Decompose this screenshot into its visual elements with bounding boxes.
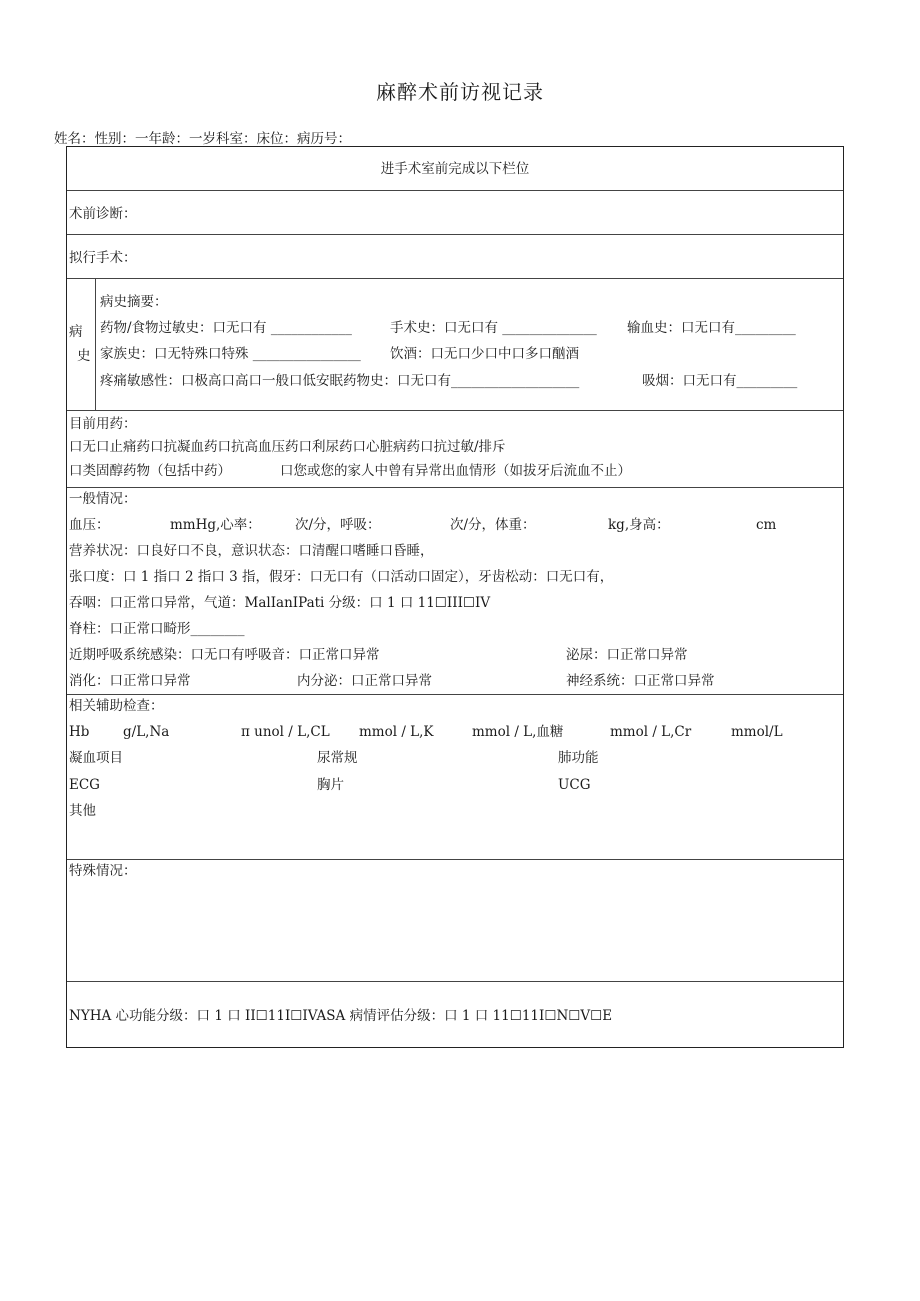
alcohol-history: 饮酒：口无口少口中口多口酗酒 bbox=[390, 346, 579, 362]
section-header: 进手术室前完成以下栏位 bbox=[380, 161, 530, 177]
surgery-history: 手术史：口无口有 ______________ bbox=[390, 320, 597, 336]
respiratory: 近期呼吸系统感染：口无口有呼吸音：口正常口异常 bbox=[69, 647, 380, 663]
urinary: 泌尿：口正常口异常 bbox=[566, 647, 688, 663]
history-summary-label: 病史摘要： bbox=[100, 294, 168, 310]
pain-sensitivity: 疼痛敏感性：口极高口高口一般口低安眠药物史：口无口有___________________ bbox=[100, 373, 580, 389]
lab-mmol-l: mmol/L bbox=[731, 724, 783, 740]
nervous-system: 神经系统：口正常口异常 bbox=[566, 673, 715, 689]
lab-chest-xray: 胸片 bbox=[317, 777, 344, 793]
medication-label: 目前用药： bbox=[69, 416, 137, 432]
row-divider bbox=[67, 278, 843, 279]
page-title: 麻醉术前访视记录 bbox=[376, 80, 544, 104]
medication-line-2: 口类固醇药物（包括中药） bbox=[69, 463, 231, 479]
nyha-asa-grading: NYHA 心功能分级：口 1 口 II☐11I☐IVASA 病情评估分级：口 1 口 11☐11I☐N☐V☐E bbox=[69, 1008, 613, 1024]
patient-info-line: 姓名：性别：一年龄：一岁科室：床位：病历号： bbox=[54, 131, 351, 147]
history-column-divider bbox=[95, 278, 96, 410]
lab-umol-cl: π unol / L,CL bbox=[241, 724, 330, 740]
general-label: 一般情况： bbox=[69, 491, 137, 507]
row-divider bbox=[67, 981, 843, 982]
allergy-history: 药物/食物过敏史：口无口有 ____________ bbox=[100, 320, 352, 336]
transfusion-history: 输血史：口无口有_________ bbox=[627, 320, 796, 336]
swallow-airway: 吞咽：口正常口异常，气道：MalIanIPati 分级：口 1 口 11☐III☐IV bbox=[69, 595, 491, 611]
lab-ucg: UCG bbox=[558, 777, 591, 793]
mmhg-hr-label: mmHg,心率： bbox=[170, 517, 261, 533]
special-label: 特殊情况： bbox=[69, 863, 137, 879]
history-side-label-1: 病 bbox=[69, 324, 83, 340]
lab-lung-function: 肺功能 bbox=[558, 750, 599, 766]
spine: 脊柱：口正常口畸形________ bbox=[69, 621, 245, 637]
nutrition-consciousness: 营养状况：口良好口不良，意识状态：口清醒口嗜睡口昏睡， bbox=[69, 543, 434, 559]
row-divider bbox=[67, 487, 843, 488]
lab-ecg: ECG bbox=[69, 777, 100, 793]
kg-height-label: kg,身高： bbox=[608, 517, 670, 533]
smoking-history: 吸烟：口无口有_________ bbox=[642, 373, 798, 389]
lab-mmol-k: mmol / L,K bbox=[359, 724, 434, 740]
lab-other: 其他 bbox=[69, 803, 96, 819]
lab-mmol-glucose: mmol / L,血糖 bbox=[472, 724, 564, 740]
medication-line-1: 口无口止痛药口抗凝血药口抗高血压药口利尿药口心脏病药口抗过敏/排斥 bbox=[69, 439, 506, 455]
bleeding-history: 口您或您的家人中曾有异常出血情形（如拔牙后流血不止） bbox=[280, 463, 631, 479]
row-divider bbox=[67, 694, 843, 695]
surgery-label: 拟行手术： bbox=[69, 250, 137, 266]
rr-unit-label: 次/分，体重： bbox=[450, 517, 536, 533]
digestive: 消化：口正常口异常 bbox=[69, 673, 191, 689]
row-divider bbox=[67, 234, 843, 235]
bp-label: 血压： bbox=[69, 517, 110, 533]
lab-mmol-cr: mmol / L,Cr bbox=[610, 724, 692, 740]
row-divider bbox=[67, 859, 843, 860]
cm-label: cm bbox=[756, 517, 777, 533]
hr-unit-label: 次/分，呼吸： bbox=[295, 517, 381, 533]
visit-form-table bbox=[66, 146, 844, 1048]
endocrine: 内分泌：口正常口异常 bbox=[297, 673, 432, 689]
lab-hb: Hb bbox=[69, 724, 90, 740]
lab-gl-na: g/L,Na bbox=[123, 724, 170, 740]
lab-urine: 尿常规 bbox=[317, 750, 358, 766]
mouth-opening: 张口度：口 1 指口 2 指口 3 指，假牙：口无口有（口活动口固定），牙齿松动：口无口有， bbox=[69, 569, 614, 585]
diagnosis-label: 术前诊断： bbox=[69, 206, 137, 222]
lab-label: 相关辅助检查： bbox=[69, 698, 164, 714]
lab-coagulation: 凝血项目 bbox=[69, 750, 123, 766]
family-history: 家族史：口无特殊口特殊 ________________ bbox=[100, 346, 361, 362]
row-divider bbox=[67, 410, 843, 411]
row-divider bbox=[67, 190, 843, 191]
history-side-label-2: 史 bbox=[77, 348, 91, 364]
